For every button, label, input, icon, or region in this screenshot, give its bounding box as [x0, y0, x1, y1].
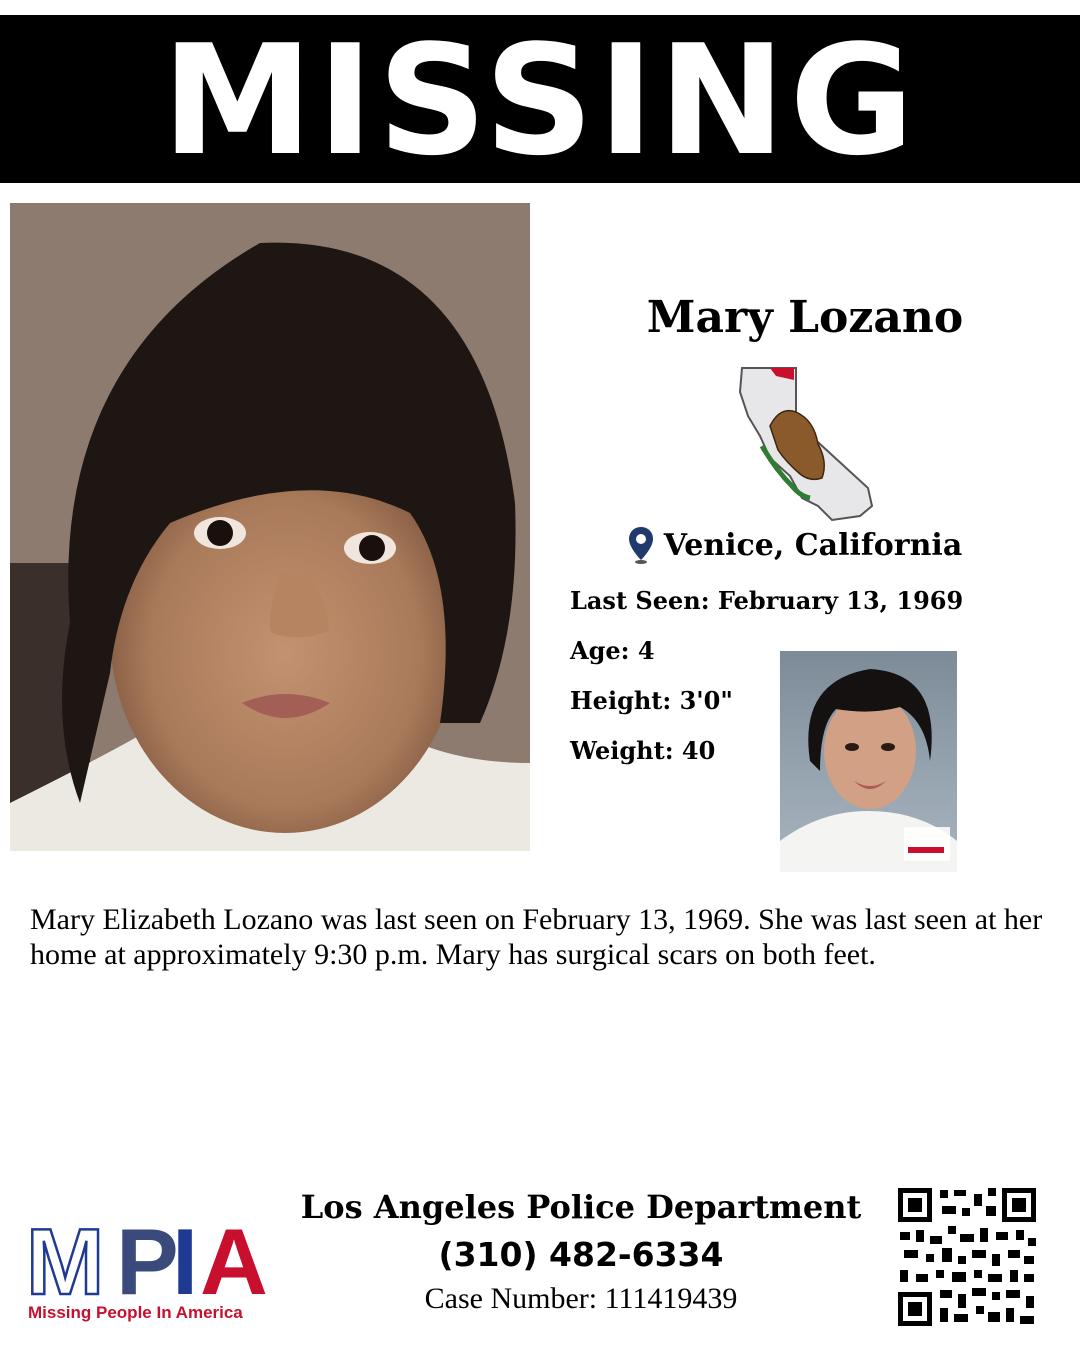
- location-text: Venice, California: [663, 527, 963, 563]
- last-seen-text: Last Seen: February 13, 1969: [570, 586, 964, 615]
- svg-text:M: M: [26, 1209, 105, 1314]
- age-progressed-photo: [780, 651, 957, 872]
- agency-name: Los Angeles Police Department: [300, 1188, 862, 1226]
- qr-code-icon[interactable]: [896, 1186, 1038, 1328]
- banner-title: MISSING: [161, 12, 919, 189]
- location-line: [560, 526, 1030, 564]
- description-text: Mary Elizabeth Lozano was last seen on February 13, 1969. She was last seen at her home at approximately 9:30 p.m. Mary has surgical scars on both feet.: [30, 903, 1043, 971]
- california-state-icon: [736, 366, 876, 528]
- person-name: Mary Lozano: [646, 292, 964, 343]
- age-text: Age: 4: [570, 636, 655, 665]
- location-pin-icon: [628, 526, 654, 564]
- missing-banner: [0, 12, 1080, 189]
- svg-text:I: I: [172, 1209, 199, 1314]
- mpia-logo: [24, 1206, 280, 1326]
- svg-text:A: A: [200, 1209, 268, 1314]
- child-photo: [10, 203, 530, 851]
- phone-number[interactable]: (310) 482-6334: [438, 1235, 724, 1274]
- weight-text: Weight: 40: [570, 736, 716, 765]
- svg-text:Missing People In America: Missing People In America: [28, 1303, 243, 1322]
- height-text: Height: 3'0": [570, 686, 733, 715]
- case-number: Case Number: 111419439: [424, 1282, 738, 1315]
- svg-text:P: P: [116, 1209, 179, 1314]
